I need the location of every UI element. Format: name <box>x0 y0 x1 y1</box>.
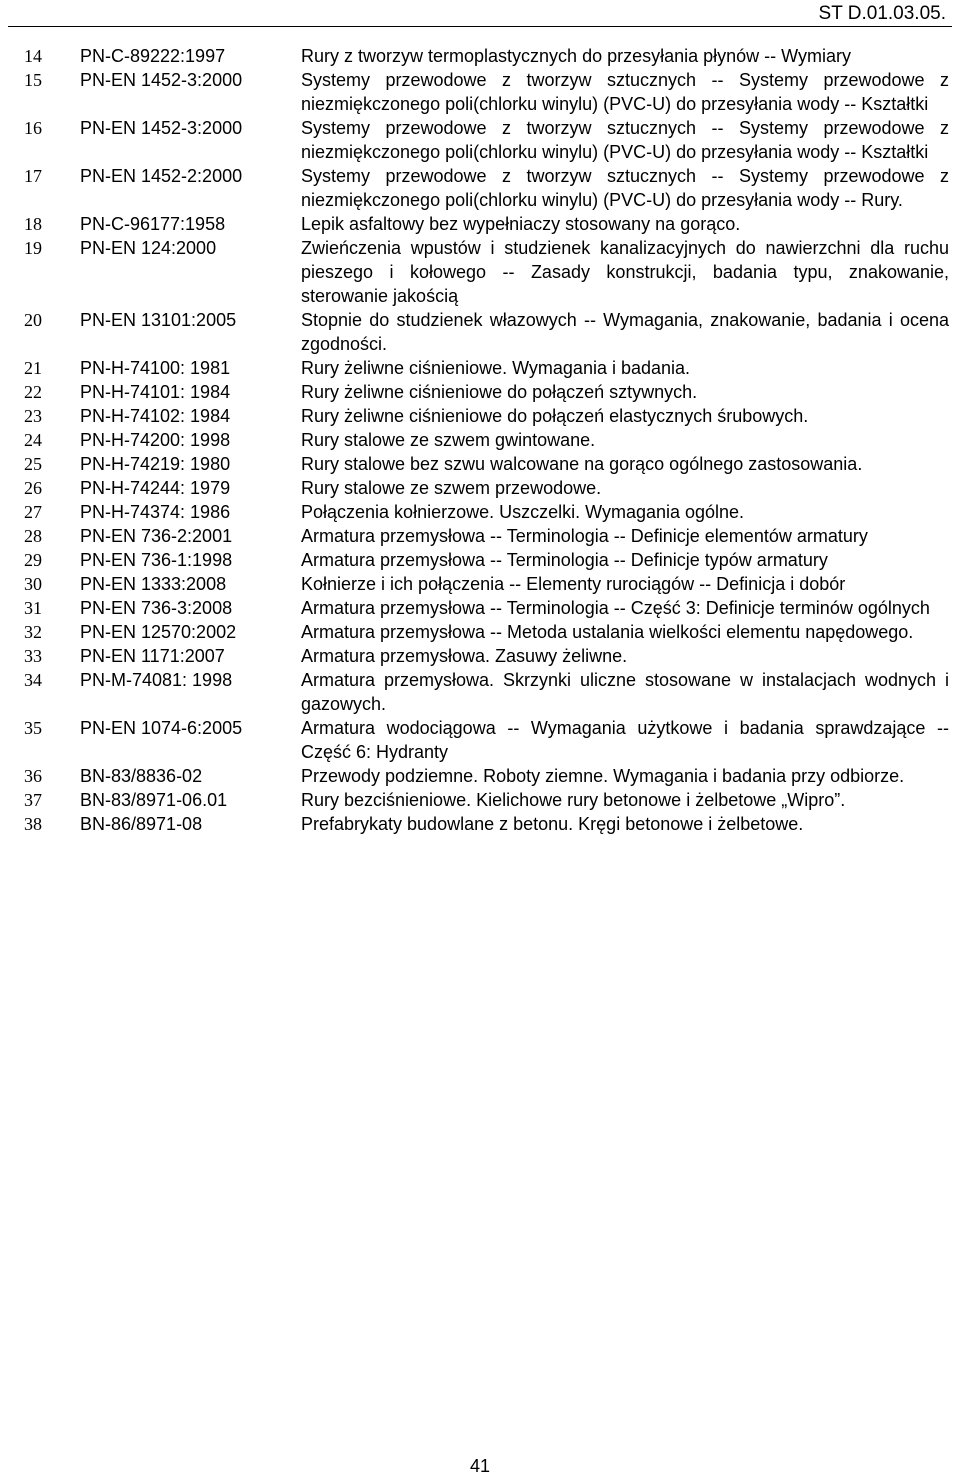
page-number: 41 <box>469 1456 491 1476</box>
norm-code: PN-H-74244: 1979 <box>80 478 231 498</box>
norm-row <box>0 164 960 212</box>
norm-code: BN-83/8971-06.01 <box>80 790 228 810</box>
norm-title: Rury stalowe bez szwu walcowane na gorąco ogólnego zastosowania. <box>301 454 863 474</box>
norm-title: Rury stalowe ze szwem gwintowane. <box>301 430 596 450</box>
norm-row <box>0 572 960 596</box>
norm-title: Rury z tworzyw termoplastycznych do przesyłania płynów -- Wymiary <box>301 46 851 66</box>
norm-number: 28 <box>24 526 42 546</box>
norm-code: PN-H-74102: 1984 <box>80 406 231 426</box>
norm-title: Rury żeliwne ciśnieniowe. Wymagania i badania. <box>301 358 691 378</box>
norm-code: PN-EN 13101:2005 <box>80 310 237 330</box>
norm-number: 16 <box>24 118 42 138</box>
norm-row <box>0 404 960 428</box>
norm-title: Rury stalowe ze szwem przewodowe. <box>301 478 602 498</box>
norm-code: PN-H-74374: 1986 <box>80 502 231 522</box>
norm-number: 22 <box>24 382 42 402</box>
norm-code: PN-EN 1452-3:2000 <box>80 70 243 90</box>
norm-row <box>0 428 960 452</box>
norm-title: Rury bezciśnieniowe. Kielichowe rury betonowe i żelbetowe „Wipro”. <box>301 790 846 810</box>
norm-title: Rury żeliwne ciśnieniowe do połączeń sztywnych. <box>301 382 698 402</box>
norm-code: PN-C-89222:1997 <box>80 46 226 66</box>
norm-code: PN-H-74219: 1980 <box>80 454 231 474</box>
norm-title: Armatura przemysłowa -- Metoda ustalania wielkości elementu napędowego. <box>301 622 914 642</box>
norm-number: 21 <box>24 358 42 378</box>
norm-title: Systemy przewodowe z tworzyw sztucznych -- Systemy przewodowe z niezmiękczonego poli(chlorku winylu) (PVC-U) do przesyłania wody -- Kształtki <box>301 118 949 162</box>
norm-number: 35 <box>24 718 42 738</box>
norm-row <box>0 476 960 500</box>
norm-row <box>0 596 960 620</box>
norm-code: BN-86/8971-08 <box>80 814 203 834</box>
norm-code: BN-83/8836-02 <box>80 766 203 786</box>
norm-title: Armatura przemysłowa -- Terminologia -- Część 3: Definicje terminów ogólnych <box>301 598 930 618</box>
norm-row <box>0 764 960 788</box>
norm-code: PN-EN 736-3:2008 <box>80 598 233 618</box>
norm-code: PN-C-96177:1958 <box>80 214 226 234</box>
norm-row <box>0 44 960 68</box>
norm-number: 38 <box>24 814 42 834</box>
spec-code-header: ST D.01.03.05. <box>818 3 946 24</box>
norm-code: PN-EN 1452-2:2000 <box>80 166 243 186</box>
norm-number: 20 <box>24 310 42 330</box>
norm-number: 25 <box>24 454 42 474</box>
norm-number: 17 <box>24 166 42 186</box>
header-divider <box>8 26 952 27</box>
norm-number: 19 <box>24 238 42 258</box>
norm-number: 24 <box>24 430 42 450</box>
norm-row <box>0 812 960 836</box>
norm-number: 15 <box>24 70 42 90</box>
norm-code: PN-EN 1333:2008 <box>80 574 227 594</box>
norm-row <box>0 620 960 644</box>
norm-title: Lepik asfaltowy bez wypełniaczy stosowany na gorąco. <box>301 214 741 234</box>
norm-title: Armatura przemysłowa -- Terminologia -- Definicje typów armatury <box>301 550 828 570</box>
norm-number: 29 <box>24 550 42 570</box>
norm-code: PN-EN 1171:2007 <box>80 646 225 666</box>
norm-number: 31 <box>24 598 42 618</box>
norm-row <box>0 548 960 572</box>
norm-code: PN-EN 1452-3:2000 <box>80 118 243 138</box>
norm-code: PN-EN 736-1:1998 <box>80 550 233 570</box>
norm-title: Systemy przewodowe z tworzyw sztucznych -- Systemy przewodowe z niezmiękczonego poli(chlorku winylu) (PVC-U) do przesyłania wody -- Kształtki <box>301 70 949 114</box>
norm-title: Prefabrykaty budowlane z betonu. Kręgi betonowe i żelbetowe. <box>301 814 804 834</box>
norm-row <box>0 668 960 716</box>
norm-title: Armatura wodociągowa -- Wymagania użytkowe i badania sprawdzające -- Część 6: Hydranty <box>301 718 949 762</box>
norm-row <box>0 500 960 524</box>
norm-code: PN-H-74100: 1981 <box>80 358 231 378</box>
norm-row <box>0 380 960 404</box>
norm-title: Stopnie do studzienek włazowych -- Wymagania, znakowanie, badania i ocena zgodności. <box>301 310 949 354</box>
norm-number: 23 <box>24 406 42 426</box>
norm-code: PN-EN 1074-6:2005 <box>80 718 243 738</box>
norm-row <box>0 236 960 308</box>
norm-title: Połączenia kołnierzowe. Uszczelki. Wymagania ogólne. <box>301 502 745 522</box>
norm-number: 14 <box>24 46 42 66</box>
norm-code: PN-EN 124:2000 <box>80 238 217 258</box>
norm-title: Armatura przemysłowa -- Terminologia -- Definicje elementów armatury <box>301 526 868 546</box>
norm-row <box>0 308 960 356</box>
norm-number: 33 <box>24 646 42 666</box>
norm-row <box>0 716 960 764</box>
norm-title: Kołnierze i ich połączenia -- Elementy rurociągów -- Definicja i dobór <box>301 574 846 594</box>
norm-row <box>0 68 960 116</box>
norm-number: 32 <box>24 622 42 642</box>
norm-row <box>0 452 960 476</box>
norm-title: Systemy przewodowe z tworzyw sztucznych -- Systemy przewodowe z niezmiękczonego poli(chlorku winylu) (PVC-U) do przesyłania wody -- Rury. <box>301 166 949 210</box>
norm-row <box>0 116 960 164</box>
norm-title: Zwieńczenia wpustów i studzienek kanalizacyjnych do nawierzchni dla ruchu pieszego i kołowego -- Zasady konstrukcji, badania typu, znakowanie, sterowanie jakością <box>301 238 949 306</box>
norm-row <box>0 524 960 548</box>
norm-number: 34 <box>24 670 42 690</box>
norm-row <box>0 788 960 812</box>
norm-title: Armatura przemysłowa. Zasuwy żeliwne. <box>301 646 628 666</box>
norm-row <box>0 212 960 236</box>
norm-code: PN-M-74081: 1998 <box>80 670 233 690</box>
norm-code: PN-EN 12570:2002 <box>80 622 237 642</box>
norm-number: 30 <box>24 574 42 594</box>
norm-number: 18 <box>24 214 42 234</box>
norm-title: Rury żeliwne ciśnieniowe do połączeń elastycznych śrubowych. <box>301 406 809 426</box>
norm-code: PN-EN 736-2:2001 <box>80 526 233 546</box>
norm-number: 26 <box>24 478 42 498</box>
norm-number: 27 <box>24 502 42 522</box>
norms-list <box>0 44 960 836</box>
norm-code: PN-H-74200: 1998 <box>80 430 231 450</box>
norm-number: 36 <box>24 766 42 786</box>
norm-row <box>0 356 960 380</box>
norm-number: 37 <box>24 790 42 810</box>
norm-title: Przewody podziemne. Roboty ziemne. Wymagania i badania przy odbiorze. <box>301 766 905 786</box>
norm-code: PN-H-74101: 1984 <box>80 382 231 402</box>
norm-title: Armatura przemysłowa. Skrzynki uliczne stosowane w instalacjach wodnych i gazowych. <box>301 670 949 714</box>
norm-row <box>0 644 960 668</box>
